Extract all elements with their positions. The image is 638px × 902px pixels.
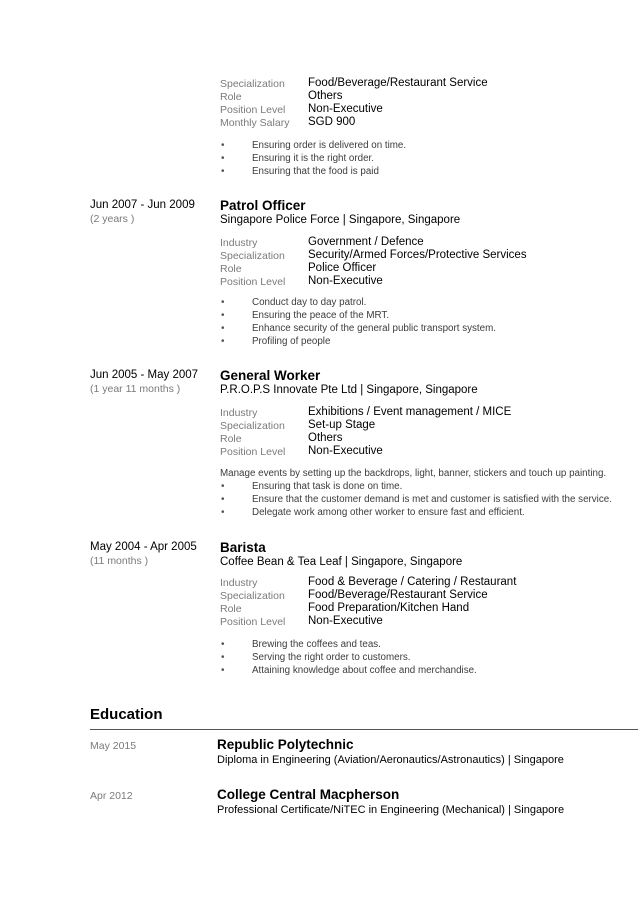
field-value: SGD 900: [308, 116, 356, 128]
bullet-icon: •: [221, 494, 225, 505]
field-label: Monthly Salary: [220, 117, 290, 129]
field-value: Security/Armed Forces/Protective Services: [308, 249, 527, 261]
bullet-icon: •: [221, 481, 225, 492]
bullet-text: Ensuring order is delivered on time.: [252, 140, 407, 151]
field-value: Government / Defence: [308, 236, 424, 248]
job-date-range: May 2004 - Apr 2005: [90, 541, 197, 553]
job-duration: (11 months ): [90, 555, 149, 567]
job-company: P.R.O.P.S Innovate Pte Ltd | Singapore, Singapore: [220, 384, 478, 396]
qualification: Diploma in Engineering (Aviation/Aeronautics/Astronautics) | Singapore: [217, 754, 564, 766]
field-value: Exhibitions / Event management / MICE: [308, 406, 512, 418]
field-label: Role: [220, 263, 242, 275]
education-date: Apr 2012: [90, 790, 133, 802]
field-value: Food/Beverage/Restaurant Service: [308, 77, 488, 89]
field-value: Set-up Stage: [308, 419, 376, 431]
field-label: Position Level: [220, 446, 286, 458]
job-title: General Worker: [220, 368, 321, 383]
school-name: Republic Polytechnic: [217, 737, 354, 752]
field-value: Non-Executive: [308, 445, 383, 457]
bullet-icon: •: [221, 336, 225, 347]
field-value: Food & Beverage / Catering / Restaurant: [308, 576, 517, 588]
field-label: Position Level: [220, 276, 286, 288]
field-label: Role: [220, 603, 242, 615]
section-divider: [90, 729, 638, 730]
field-label: Position Level: [220, 104, 286, 116]
bullet-text: Profiling of people: [252, 336, 331, 347]
field-value: Non-Executive: [308, 275, 383, 287]
job-description: Manage events by setting up the backdrops, light, banner, stickers and touch up painting.: [220, 468, 607, 479]
field-value: Others: [308, 90, 343, 102]
bullet-icon: •: [221, 310, 225, 321]
bullet-icon: •: [221, 652, 225, 663]
job-date-range: Jun 2005 - May 2007: [90, 369, 199, 381]
bullet-icon: •: [221, 507, 225, 518]
bullet-text: Ensuring that task is done on time.: [252, 481, 403, 492]
job-company: Singapore Police Force | Singapore, Singapore: [220, 214, 461, 226]
field-value: Food/Beverage/Restaurant Service: [308, 589, 488, 601]
field-label: Role: [220, 433, 242, 445]
bullet-icon: •: [221, 665, 225, 676]
bullet-icon: •: [221, 140, 225, 151]
job-duration: (2 years ): [90, 213, 135, 225]
field-label: Specialization: [220, 250, 285, 262]
field-label: Position Level: [220, 616, 286, 628]
field-label: Specialization: [220, 590, 285, 602]
bullet-text: Ensuring it is the right order.: [252, 153, 374, 164]
field-value: Non-Executive: [308, 103, 383, 115]
school-name: College Central Macpherson: [217, 787, 400, 802]
field-label: Industry: [220, 407, 258, 419]
field-value: Food Preparation/Kitchen Hand: [308, 602, 470, 614]
bullet-text: Brewing the coffees and teas.: [252, 639, 381, 650]
bullet-icon: •: [221, 166, 225, 177]
bullet-icon: •: [221, 297, 225, 308]
bullet-text: Ensuring that the food is paid: [252, 166, 379, 177]
job-duration: (1 year 11 months ): [90, 383, 181, 395]
bullet-text: Enhance security of the general public transport system.: [252, 323, 496, 334]
section-heading-education: Education: [90, 706, 163, 723]
bullet-text: Delegate work among other worker to ensure fast and efficient.: [252, 507, 525, 518]
field-value: Police Officer: [308, 262, 377, 274]
bullet-text: Ensure that the customer demand is met and customer is satisfied with the service.: [252, 494, 612, 505]
field-value: Others: [308, 432, 343, 444]
field-value: Non-Executive: [308, 615, 383, 627]
field-label: Role: [220, 91, 242, 103]
field-label: Industry: [220, 237, 258, 249]
bullet-icon: •: [221, 153, 225, 164]
job-title: Barista: [220, 540, 266, 555]
field-label: Specialization: [220, 420, 285, 432]
qualification: Professional Certificate/NiTEC in Engineering (Mechanical) | Singapore: [217, 804, 565, 816]
education-date: May 2015: [90, 740, 137, 752]
field-label: Industry: [220, 577, 258, 589]
job-date-range: Jun 2007 - Jun 2009: [90, 199, 195, 211]
bullet-icon: •: [221, 323, 225, 334]
bullet-text: Conduct day to day patrol.: [252, 297, 367, 308]
field-label: Specialization: [220, 78, 285, 90]
bullet-text: Serving the right order to customers.: [252, 652, 411, 663]
bullet-text: Ensuring the peace of the MRT.: [252, 310, 390, 321]
bullet-text: Attaining knowledge about coffee and merchandise.: [252, 665, 477, 676]
job-title: Patrol Officer: [220, 198, 306, 213]
job-company: Coffee Bean & Tea Leaf | Singapore, Singapore: [220, 556, 463, 568]
bullet-icon: •: [221, 639, 225, 650]
